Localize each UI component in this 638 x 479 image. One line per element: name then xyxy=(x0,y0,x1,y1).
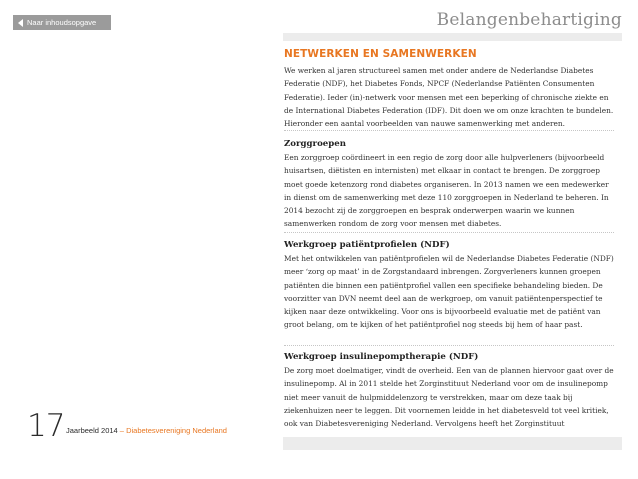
section-patientprofielen xyxy=(284,239,614,332)
yearbook-label: Jaarbeeld 2014 xyxy=(66,426,118,435)
section-heading: Werkgroep patiëntprofielen (NDF) xyxy=(284,240,450,250)
back-to-contents-button[interactable] xyxy=(13,15,111,30)
article-intro xyxy=(284,48,614,130)
intro-paragraph: We werken al jaren structureel samen met onder andere de Nederlandse Diabetes Federatie (NDF), het Diabetes Fonds, NPCF (Nederlandse Patiënten Consumenten Federatie). Ieder (in)-netwerk voor mensen met een beperking of chronische ziekte en de International Diabetes Federation (IDF). Dit doen we om onze krachten te bundelen. Hieronder een aantal voorbeelden van nauwe samenwerking met anderen. xyxy=(284,66,614,129)
footer-separator: – xyxy=(117,426,127,435)
header-rule xyxy=(283,33,622,41)
section-heading: Werkgroep insulinepomptherapie (NDF) xyxy=(284,352,479,362)
organization-name: Diabetesvereniging Nederland xyxy=(126,426,227,435)
section-divider xyxy=(284,232,614,233)
back-button-label: Naar inhoudsopgave xyxy=(27,18,97,27)
section-zorggroepen xyxy=(284,138,614,231)
section-heading: Zorggroepen xyxy=(284,139,347,149)
section-paragraph: De zorg moet doelmatiger, vindt de overheid. Een van de plannen hiervoor gaat over de insulinepomp. Al in 2011 stelde het Zorginstituut Nederland voor om de insulinepomp niet meer vanuit de hulpmiddelenzorg te verstrekken, maar om deze taak bij ziekenhuizen neer te leggen. Dit voornemen leidde in het diabetesveld tot veel kritiek, ook van Diabetesvereniging Nederland. Vervolgens heeft het Zorginstituut xyxy=(284,366,614,429)
page-number: 17 xyxy=(27,408,65,444)
footer-rule xyxy=(283,437,622,450)
section-title: Belangenbehartiging xyxy=(436,10,622,30)
section-insulinepomp xyxy=(284,351,614,430)
section-divider xyxy=(284,130,614,131)
back-arrow-icon xyxy=(18,19,23,27)
article-heading: NETWERKEN EN SAMENWERKEN xyxy=(284,48,477,60)
section-paragraph: Een zorggroep coördineert in een regio de zorg door alle hulpverleners (bijvoorbeeld huisartsen, diëtisten en internisten) met elkaar in contact te brengen. De zorggroep moet goede ketenzorg rond diabetes organiseren. In 2013 namen we een medewerker in dienst om de samenwerking met deze 110 zorggroepen in Nederland te beheren. In 2014 bezocht zij de zorggroepen en besprak onderwerpen waarin we kunnen samenwerken rondom de zorg voor mensen met diabetes. xyxy=(284,153,609,229)
section-paragraph: Met het ontwikkelen van patiëntprofielen wil de Nederlandse Diabetes Federatie (NDF) meer ‘zorg op maat’ in de Zorgstandaard inbrengen. Zorgverleners kunnen groepen patiënten die binnen een patiëntprofiel vallen een specifieke behandeling bieden. De voorzitter van DVN neemt deel aan de werkgroep, om vanuit patiëntenperspectief te kijken naar deze ontwikkeling. Voor ons is bijvoorbeeld evaluatie met de patiënt van groot belang, om te kijken of het patiëntprofiel nog steeds bij hem of haar past. xyxy=(284,254,614,330)
footer-caption xyxy=(66,426,227,435)
section-divider xyxy=(284,345,614,346)
